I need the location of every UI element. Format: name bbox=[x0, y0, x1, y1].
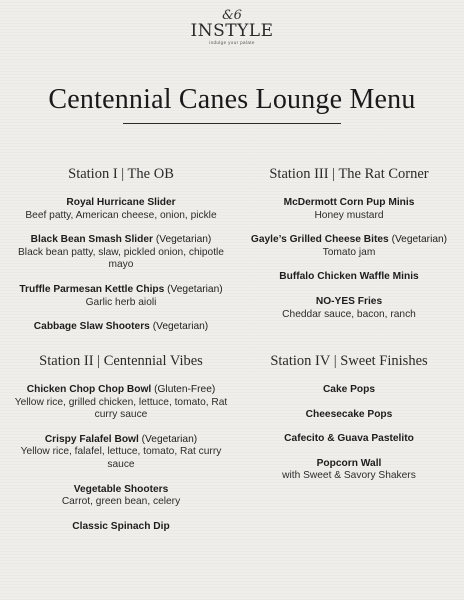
item-diet-tag: (Gluten-Free) bbox=[154, 384, 216, 395]
menu-item bbox=[238, 409, 460, 422]
menu-item bbox=[8, 434, 234, 472]
station-4 bbox=[238, 353, 460, 495]
menu-item bbox=[8, 484, 234, 509]
item-diet-tag: (Vegetarian) bbox=[141, 433, 198, 445]
item-description: Carrot, green bean, celery bbox=[61, 496, 181, 508]
item-name: Truffle Parmesan Kettle Chips bbox=[19, 283, 165, 295]
menu-item bbox=[8, 234, 234, 272]
station-3 bbox=[238, 166, 460, 333]
station-title: Station I | The OB bbox=[68, 166, 174, 182]
item-name: Classic Spinach Dip bbox=[72, 520, 170, 532]
item-description: with Sweet & Savory Shakers bbox=[282, 470, 416, 482]
item-name: Cabbage Slaw Shooters bbox=[33, 321, 150, 333]
menu-item bbox=[8, 284, 234, 309]
menu-item bbox=[238, 296, 460, 321]
item-description: Yellow rice, falafel, lettuce, tomato, Rat curry sauce bbox=[20, 446, 222, 470]
item-name: Black Bean Smash Slider bbox=[30, 234, 153, 246]
item-name: Cheesecake Pops bbox=[305, 408, 393, 420]
menu-item bbox=[8, 321, 234, 334]
item-description: Beef patty, American cheese, onion, pickle bbox=[25, 209, 217, 221]
item-diet-tag: (Vegetarian) bbox=[391, 234, 448, 246]
item-name: McDermott Corn Pup Minis bbox=[283, 197, 415, 208]
item-name: Buffalo Chicken Waffle Minis bbox=[279, 271, 419, 283]
menu-item bbox=[8, 197, 234, 222]
item-description: Garlic herb aioli bbox=[85, 296, 157, 308]
item-description: Black bean patty, slaw, pickled onion, chipotle mayo bbox=[18, 246, 224, 271]
item-description: Tomato jam bbox=[322, 246, 376, 258]
item-name: Vegetable Shooters bbox=[73, 483, 169, 495]
menu-item bbox=[238, 197, 460, 222]
item-description: Cheddar sauce, bacon, ranch bbox=[282, 308, 416, 320]
item-name: Cafecito & Guava Pastelito bbox=[284, 433, 414, 445]
item-name: Crispy Falafel Bowl bbox=[44, 433, 139, 445]
menu-item bbox=[238, 384, 460, 397]
logo-mark: &6 bbox=[222, 8, 242, 23]
menu-title: Centennial Canes Lounge Menu bbox=[48, 84, 416, 115]
item-description: Yellow rice, grilled chicken, lettuce, tomato, Rat curry sauce bbox=[14, 396, 228, 421]
brand-logo bbox=[0, 10, 464, 46]
station-title: Station IV | Sweet Finishes bbox=[270, 353, 428, 369]
item-name: Chicken Chop Chop Bowl bbox=[26, 384, 152, 395]
station-title: Station II | Centennial Vibes bbox=[39, 353, 203, 369]
item-name: Royal Hurricane Slider bbox=[66, 197, 176, 208]
station-title: Station III | The Rat Corner bbox=[269, 166, 429, 182]
item-name: NO-YES Fries bbox=[315, 295, 383, 307]
menu-item bbox=[238, 271, 460, 284]
station-1 bbox=[8, 166, 234, 346]
item-diet-tag: (Vegetarian) bbox=[167, 283, 223, 295]
station-2 bbox=[8, 353, 234, 545]
logo-wordmark: INSTYLE bbox=[190, 21, 274, 41]
logo-tagline: indulge your palate bbox=[209, 40, 255, 45]
menu-item bbox=[8, 521, 234, 534]
menu-item bbox=[238, 234, 460, 259]
item-name: Gayle’s Grilled Cheese Bites bbox=[250, 234, 389, 246]
item-name: Cake Pops bbox=[322, 384, 376, 395]
menu-item bbox=[238, 433, 460, 446]
item-description: Honey mustard bbox=[314, 209, 384, 221]
item-diet-tag: (Vegetarian) bbox=[152, 321, 209, 333]
title-divider bbox=[123, 123, 341, 124]
menu-item bbox=[8, 384, 234, 422]
item-name: Popcorn Wall bbox=[316, 457, 382, 469]
item-diet-tag: (Vegetarian) bbox=[155, 234, 212, 246]
menu-item bbox=[238, 458, 460, 483]
